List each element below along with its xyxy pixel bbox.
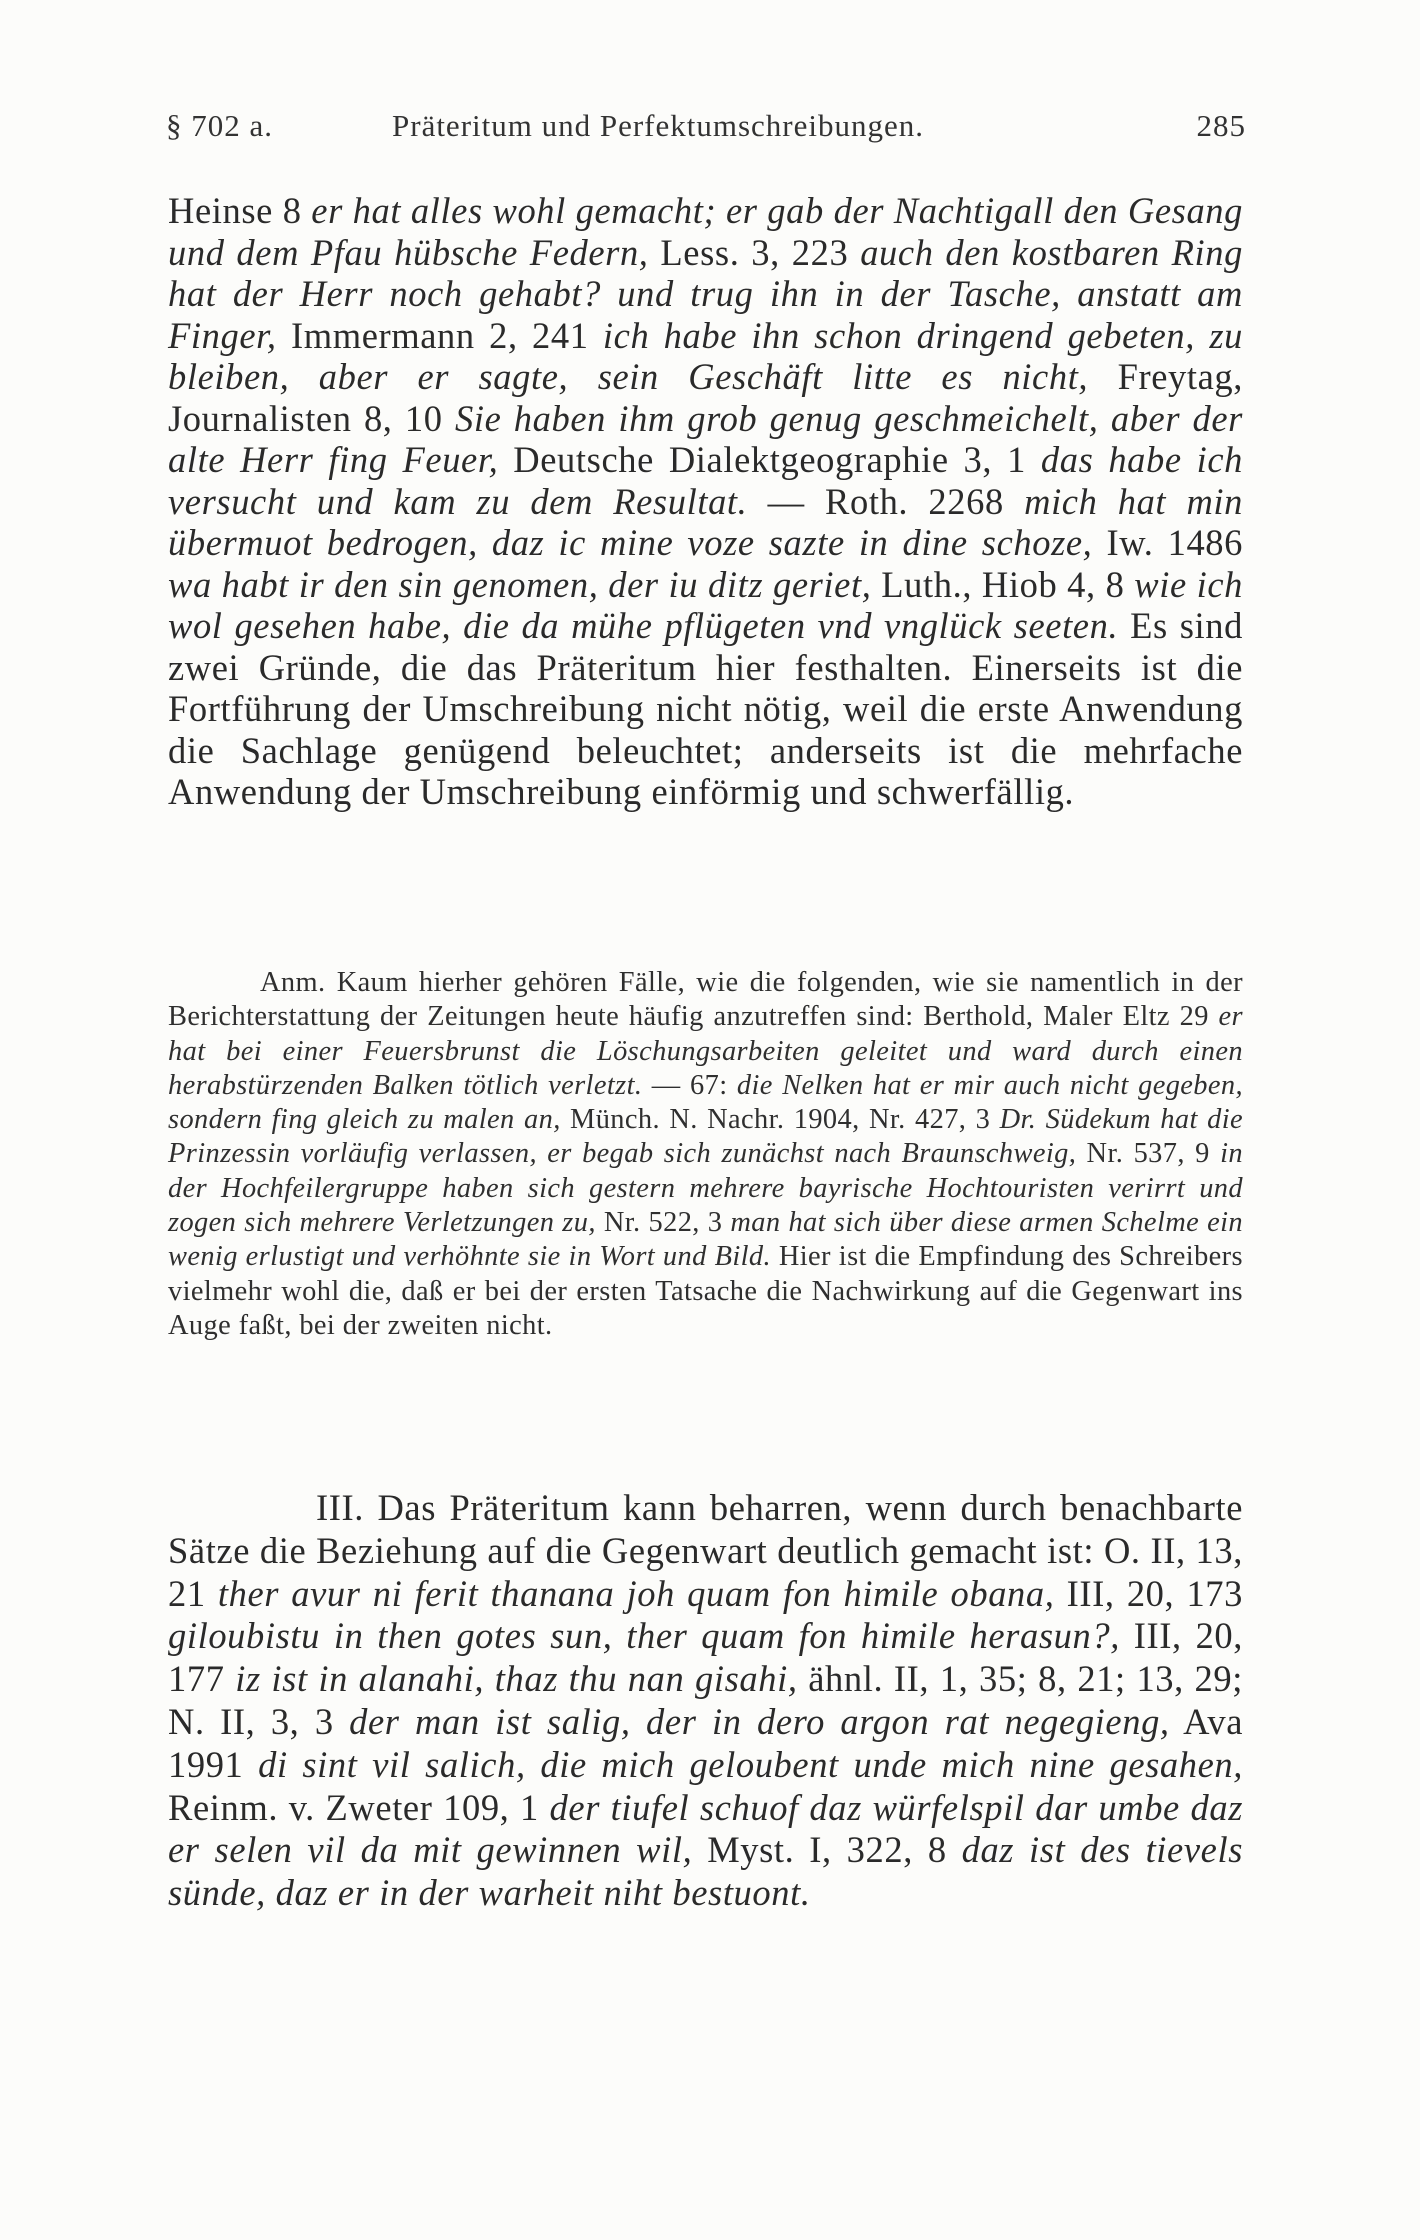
text-run: Es sind zwei Gründe, die das Präteritum hier festhalten. Einerseits ist die Fortführung der Umschreibung nicht nötig, weil die erste Anwendung die Sachlage genügend beleuchtet; anderseits ist die mehrfache Anwendung der Umschreibung einförmig und schwerfällig. — [168, 605, 1243, 812]
italic-quote-run: di sint vil salich, die mich geloubent unde mich nine gesahen, — [258, 1743, 1243, 1785]
italic-quote-run: Sie haben ihm grob genug geschmeichelt, aber der alte Herr fing Feuer, — [168, 397, 1243, 480]
section-number: § 702 a. — [166, 108, 274, 143]
text-run: Iw. 1486 — [1092, 522, 1243, 563]
italic-quote-run: auch den kostbaren Ring hat der Herr noch gehabt? und trug ihn in der Tasche, anstatt am Finger, — [168, 231, 1243, 356]
italic-quote-run: mich hat min übermuot bedrogen, daz ic mine voze sazte in dine schoze, — [168, 480, 1243, 563]
italic-quote-run: wa habt ir den sin genomen, der iu ditz geriet, — [168, 563, 872, 605]
text-run: Münch. N. Nachr. 1904, Nr. 427, 3 — [560, 1104, 1000, 1136]
text-run: Less. 3, 223 — [648, 231, 861, 273]
text-run: — Roth. 2268 — [747, 480, 1025, 522]
text-run: III, 20, 177 — [168, 1615, 1243, 1700]
italic-quote-run: ther avur ni ferit thanana joh quam fon himile obana, — [217, 1572, 1055, 1614]
text-run: Ava 1991 — [168, 1700, 1243, 1785]
text-run: III. Das Präteritum kann beharren, wenn durch benachbarte Sätze die Beziehung auf die Gegenwart deutlich gemacht ist: O. II, 13, 21 — [168, 1487, 1243, 1614]
text-run: Myst. I, 322, 8 — [692, 1829, 962, 1871]
running-header — [166, 108, 1246, 152]
main-paragraph — [168, 190, 1243, 813]
text-run: Anm. Kaum hierher gehören Fälle, wie die folgenden, wie sie namentlich in der Berichterstattung der Zeitungen heute häufig anzutreffen sind: Berthold, Maler Eltz 29 — [168, 967, 1243, 1033]
section-iii-paragraph — [168, 1487, 1243, 1915]
text-run: Luth., Hiob 4, 8 — [871, 563, 1135, 605]
text-run: Deutsche Dialektgeographie 3, 1 — [498, 439, 1041, 480]
text-run: Nr. 537, 9 — [1076, 1138, 1221, 1170]
text-run: ähnl. II, 1, 35; 8, 21; 13, 29; N. II, 3, 3 — [168, 1658, 1243, 1742]
italic-quote-run: in der Hochfeilergruppe haben sich gestern mehrere bayrische Hochtouristen verirrt und zogen sich mehrere Verletzungen zu, — [168, 1138, 1243, 1239]
italic-quote-run: der tiufel schuof daz würfelspil dar umbe daz er selen vil da mit gewinnen wil, — [168, 1786, 1243, 1871]
italic-quote-run: Dr. Südekum hat die Prinzessin vorläufig verlassen, er begab sich zunächst nach Braunschweig, — [168, 1104, 1244, 1170]
running-title: Präteritum und Perfektumschreibungen. — [392, 108, 925, 143]
italic-quote-run: daz ist des tievels sünde, daz er in der warheit niht bestuont. — [168, 1829, 1243, 1914]
text-run: Heinse 8 — [168, 190, 312, 231]
main-text-block — [168, 190, 1243, 813]
italic-quote-run: das habe ich versucht und kam zu dem Resultat. — [168, 439, 1244, 522]
page-number: 285 — [1196, 108, 1246, 143]
note-paragraph — [168, 966, 1243, 1343]
italic-quote-run: er hat bei einer Feuersbrunst die Löschungsarbeiten geleitet und ward durch einen herabstürzenden Balken tötlich verletzt. — [168, 1001, 1243, 1101]
italic-quote-run: man hat sich über diese armen Schelme ein wenig erlustigt und verhöhnte sie in Wort und Bild. — [168, 1207, 1244, 1273]
section-iii-block — [168, 1487, 1243, 1915]
text-run: Reinm. v. Zweter 109, 1 — [168, 1786, 550, 1828]
italic-quote-run: ich habe ihn schon dringend gebeten, zu bleiben, aber er sagte, sein Geschäft litte es nicht, — [168, 314, 1243, 397]
text-run: III, 20, 173 — [1054, 1572, 1243, 1614]
italic-quote-run: er hat alles wohl gemacht; er gab der Nachtigall den Gesang und dem Pfau hübsche Federn, — [168, 190, 1243, 273]
text-run: Nr. 522, 3 — [595, 1207, 731, 1239]
text-run: Freytag, Journalisten 8, 10 — [168, 356, 1243, 439]
annotation-block — [168, 966, 1243, 1343]
italic-quote-run: wie ich wol gesehen habe, die da mühe pflügeten vnd vnglück seeten. — [168, 563, 1243, 646]
text-run: Hier ist die Empfindung des Schreibers vielmehr wohl die, daß er bei der ersten Tatsache die Nachwirkung auf die Gegenwart ins Auge faßt, bei der zweiten nicht. — [168, 1241, 1243, 1341]
italic-quote-run: iz ist in alanahi, thaz thu nan gisahi, — [235, 1658, 798, 1700]
text-run: — 67: — [642, 1069, 737, 1101]
italic-quote-run: der man ist salig, der in dero argon rat negegieng, — [349, 1700, 1170, 1742]
text-run: Immermann 2, 241 — [276, 314, 603, 356]
italic-quote-run: die Nelken hat er mir auch nicht gegeben, sondern fing gleich zu malen an, — [168, 1069, 1243, 1136]
italic-quote-run: giloubistu in then gotes sun, ther quam fon himile herasun?, — [168, 1615, 1120, 1657]
